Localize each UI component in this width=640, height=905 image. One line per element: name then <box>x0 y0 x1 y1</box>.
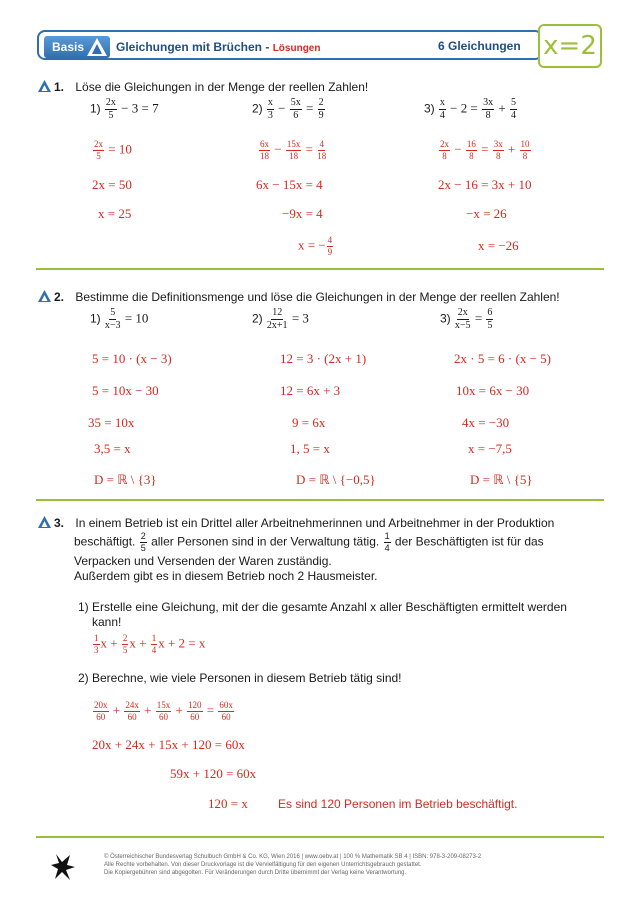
task2-p1-domain: D = ℝ \ {3} <box>94 472 157 487</box>
problem-label: 1) <box>90 101 101 116</box>
page-title-text: Gleichungen mit Brüchen - <box>116 40 270 54</box>
page-title-suffix: Lösungen <box>272 43 321 54</box>
footer-text <box>104 853 481 877</box>
task3-text: In einem Betrieb ist ein Drittel aller Arbeitnehmerinnen und Arbeitnehmer in der Produktion <box>75 516 555 530</box>
chapter-title: 6 Gleichungen <box>438 39 521 53</box>
equation-rhs: = 3 <box>291 310 309 326</box>
task3-sub2-step4: 120 = x <box>208 796 248 811</box>
basis-logo <box>44 36 110 58</box>
task2-p1-step3: 35 = 10x <box>88 415 135 430</box>
task3-conclusion: Es sind 120 Personen im Betrieb beschäftigt. <box>278 797 518 811</box>
fraction: $\frac{2x}{5}$ <box>105 97 116 121</box>
task3-sub1-answer: $\frac{1}{3}$ x + $\frac{2}{5}$ x + $\frac{1}{4}$ x + 2 = x <box>94 633 206 655</box>
task3-number: 3. <box>54 516 65 530</box>
task1-instruction: Löse die Gleichungen in der Menge der reellen Zahlen! <box>75 80 369 94</box>
task1-p1-step1: $\frac{2x}{5}$ = 10 <box>94 139 132 161</box>
task2-p3-domain: D = ℝ \ {5} <box>470 472 533 487</box>
task3-sub2-step3: 59x + 120 = 60x <box>170 766 257 781</box>
problem-label: 2) <box>252 101 263 116</box>
task1-problem1 <box>90 98 159 121</box>
task1-p1-step3: x = 25 <box>98 206 132 221</box>
task1-p2-step2: 6x − 15x = 4 <box>256 177 323 192</box>
task3-sub2-step2: 20x + 24x + 15x + 120 = 60x <box>92 737 245 752</box>
task2-p2-domain: D = ℝ \ {−0,5} <box>296 472 376 487</box>
equation-rest: − 3 = 7 <box>121 100 159 116</box>
task2-p2-step4: 1, 5 = x <box>290 441 330 456</box>
task1-problem2: 2) $\frac{x}{3}$ − $\frac{5x}{6}$ = $\frac{2}{9}$ <box>252 97 324 121</box>
task3-text: aller Personen sind in der Verwaltung tätig. <box>151 534 380 549</box>
problem-label: 3) <box>424 101 435 116</box>
badge-text: x=2 <box>543 31 597 61</box>
task3-sub1-question-cont: kann! <box>92 615 122 629</box>
task1-p3-step1: $\frac{2x}{8}$ − $\frac{16}{8}$ = $\frac{3x}{8}$ + $\frac{10}{8}$ <box>440 139 530 161</box>
step-text: = 10 <box>108 141 132 157</box>
footer-line: © Österreichischer Bundesverlag Schulbuch GmbH & Co. KG, Wien 2016 | www.oebv.at | 100 % Mathematik SB 4 | ISBN: 978-3-209-08273-2 <box>104 854 482 860</box>
basis-logo-label: Basis <box>52 40 85 54</box>
plus-sign: + <box>498 100 506 116</box>
task1-heading <box>38 80 368 94</box>
problem-label: 2) <box>252 311 263 326</box>
task1-p2-step1: $\frac{6x}{18}$ − $\frac{15x}{18}$ = $\frac{4}{18}$ <box>260 139 327 161</box>
task3-sub2-question: 2) Berechne, wie viele Personen in diesem Betrieb tätig sind! <box>78 671 402 685</box>
task2-p3-step3: 4x = −30 <box>462 415 510 430</box>
equals-sign: = <box>306 100 314 116</box>
task1-p3-step4: x = −26 <box>478 238 519 253</box>
equation-rhs: = <box>474 310 483 326</box>
task2-number: 2. <box>54 290 65 304</box>
task2-problem1: 1) $\frac{5}{x-3}$ = 10 <box>90 307 149 331</box>
task2-p2-step2: 12 = 6x + 3 <box>280 383 341 398</box>
task1-problem3: 3) $\frac{x}{4}$ − 2 = $\frac{3x}{8}$ + $\frac{5}{4}$ <box>424 97 516 121</box>
task2-p3-step2: 10x = 6x − 30 <box>456 383 530 398</box>
divider <box>36 499 604 501</box>
task2-p3-step1: 2x · 5 = 6 · (x − 5) <box>454 351 551 366</box>
task2-p1-step2: 5 = 10x − 30 <box>92 383 159 398</box>
task3-sub2-step1: $\frac{20x}{60}$ + $\frac{24x}{60}$ + $\frac{15x}{60}$ + $\frac{120}{60}$ = $\frac{60x}{60}$ <box>94 700 233 722</box>
task2-p2-step1: 12 = 3 · (2x + 1) <box>280 351 367 366</box>
task1-p3-step2: 2x − 16 = 3x + 10 <box>438 177 532 192</box>
task3-line4: Außerdem gibt es in diesem Betrieb noch 2 Hausmeister. <box>74 569 378 583</box>
task1-p2-step3: −9x = 4 <box>282 206 323 221</box>
task3-sub1-question: 1) Erstelle eine Gleichung, mit der die gesamte Anzahl x aller Beschäftigten ermittelt werden <box>78 600 567 614</box>
equation-part: − 2 = <box>450 100 478 116</box>
task3-line2: beschäftigt. $\frac{2}{5}$ aller Personen sind in der Verwaltung tätig. $\frac{1}{4}$ der Beschäftigten ist für das <box>74 531 544 553</box>
task3-line3: Verpacken und Versenden der Waren zuständig. <box>74 554 332 568</box>
footer-line: Die Kopiergebühren sind abgegolten. Für Veränderungen durch Dritte übernimmt der Verlag keine Verantwortung. <box>104 870 407 876</box>
task2-instruction: Bestimme die Definitionsmenge und löse die Gleichungen in der Menge der reellen Zahlen! <box>75 290 560 304</box>
task2-p3-step4: x = −7,5 <box>468 441 512 456</box>
problem-label: 1) <box>90 311 101 326</box>
task3-line1 <box>38 516 554 530</box>
step-text: x = − <box>298 237 326 253</box>
task2-problem2: 2) $\frac{12}{2x+1}$ = 3 <box>252 307 309 331</box>
task-level-icon <box>38 80 51 92</box>
task2-p2-step3: 9 = 6x <box>292 415 326 430</box>
divider <box>36 836 604 838</box>
footer-line: Alle Rechte vorbehalten. Von dieser Druckvorlage ist die Vervielfältigung für den eigenen Unterrichtsgebrauch gestattet. <box>104 862 422 868</box>
equation-rhs: = 10 <box>124 310 149 326</box>
divider <box>36 268 604 270</box>
basis-triangle-icon <box>86 37 108 57</box>
task1-p1-step2: 2x = 50 <box>92 177 132 192</box>
task2-problem3: 3) $\frac{2x}{x-5}$ = $\frac{6}{5}$ <box>440 307 493 331</box>
task-level-icon <box>38 290 51 302</box>
task2-heading <box>38 290 560 304</box>
task2-p1-step1: 5 = 10 · (x − 3) <box>92 351 172 366</box>
x-equals-2-badge <box>538 24 602 68</box>
task2-p1-step4: 3,5 = x <box>94 441 131 456</box>
page-title <box>116 40 320 54</box>
task1-number: 1. <box>54 80 65 94</box>
task1-p3-step3: −x = 26 <box>466 206 507 221</box>
problem-label: 3) <box>440 311 451 326</box>
task3-text: der Beschäftigten ist für das <box>394 534 544 549</box>
task3-text: beschäftigt. <box>74 534 136 549</box>
task1-p2-step4: x = − $\frac{4}{9}$ <box>298 235 333 257</box>
step-text: x + 2 = x <box>158 635 206 651</box>
task-level-icon <box>38 516 51 528</box>
publisher-logo-icon <box>50 852 76 882</box>
